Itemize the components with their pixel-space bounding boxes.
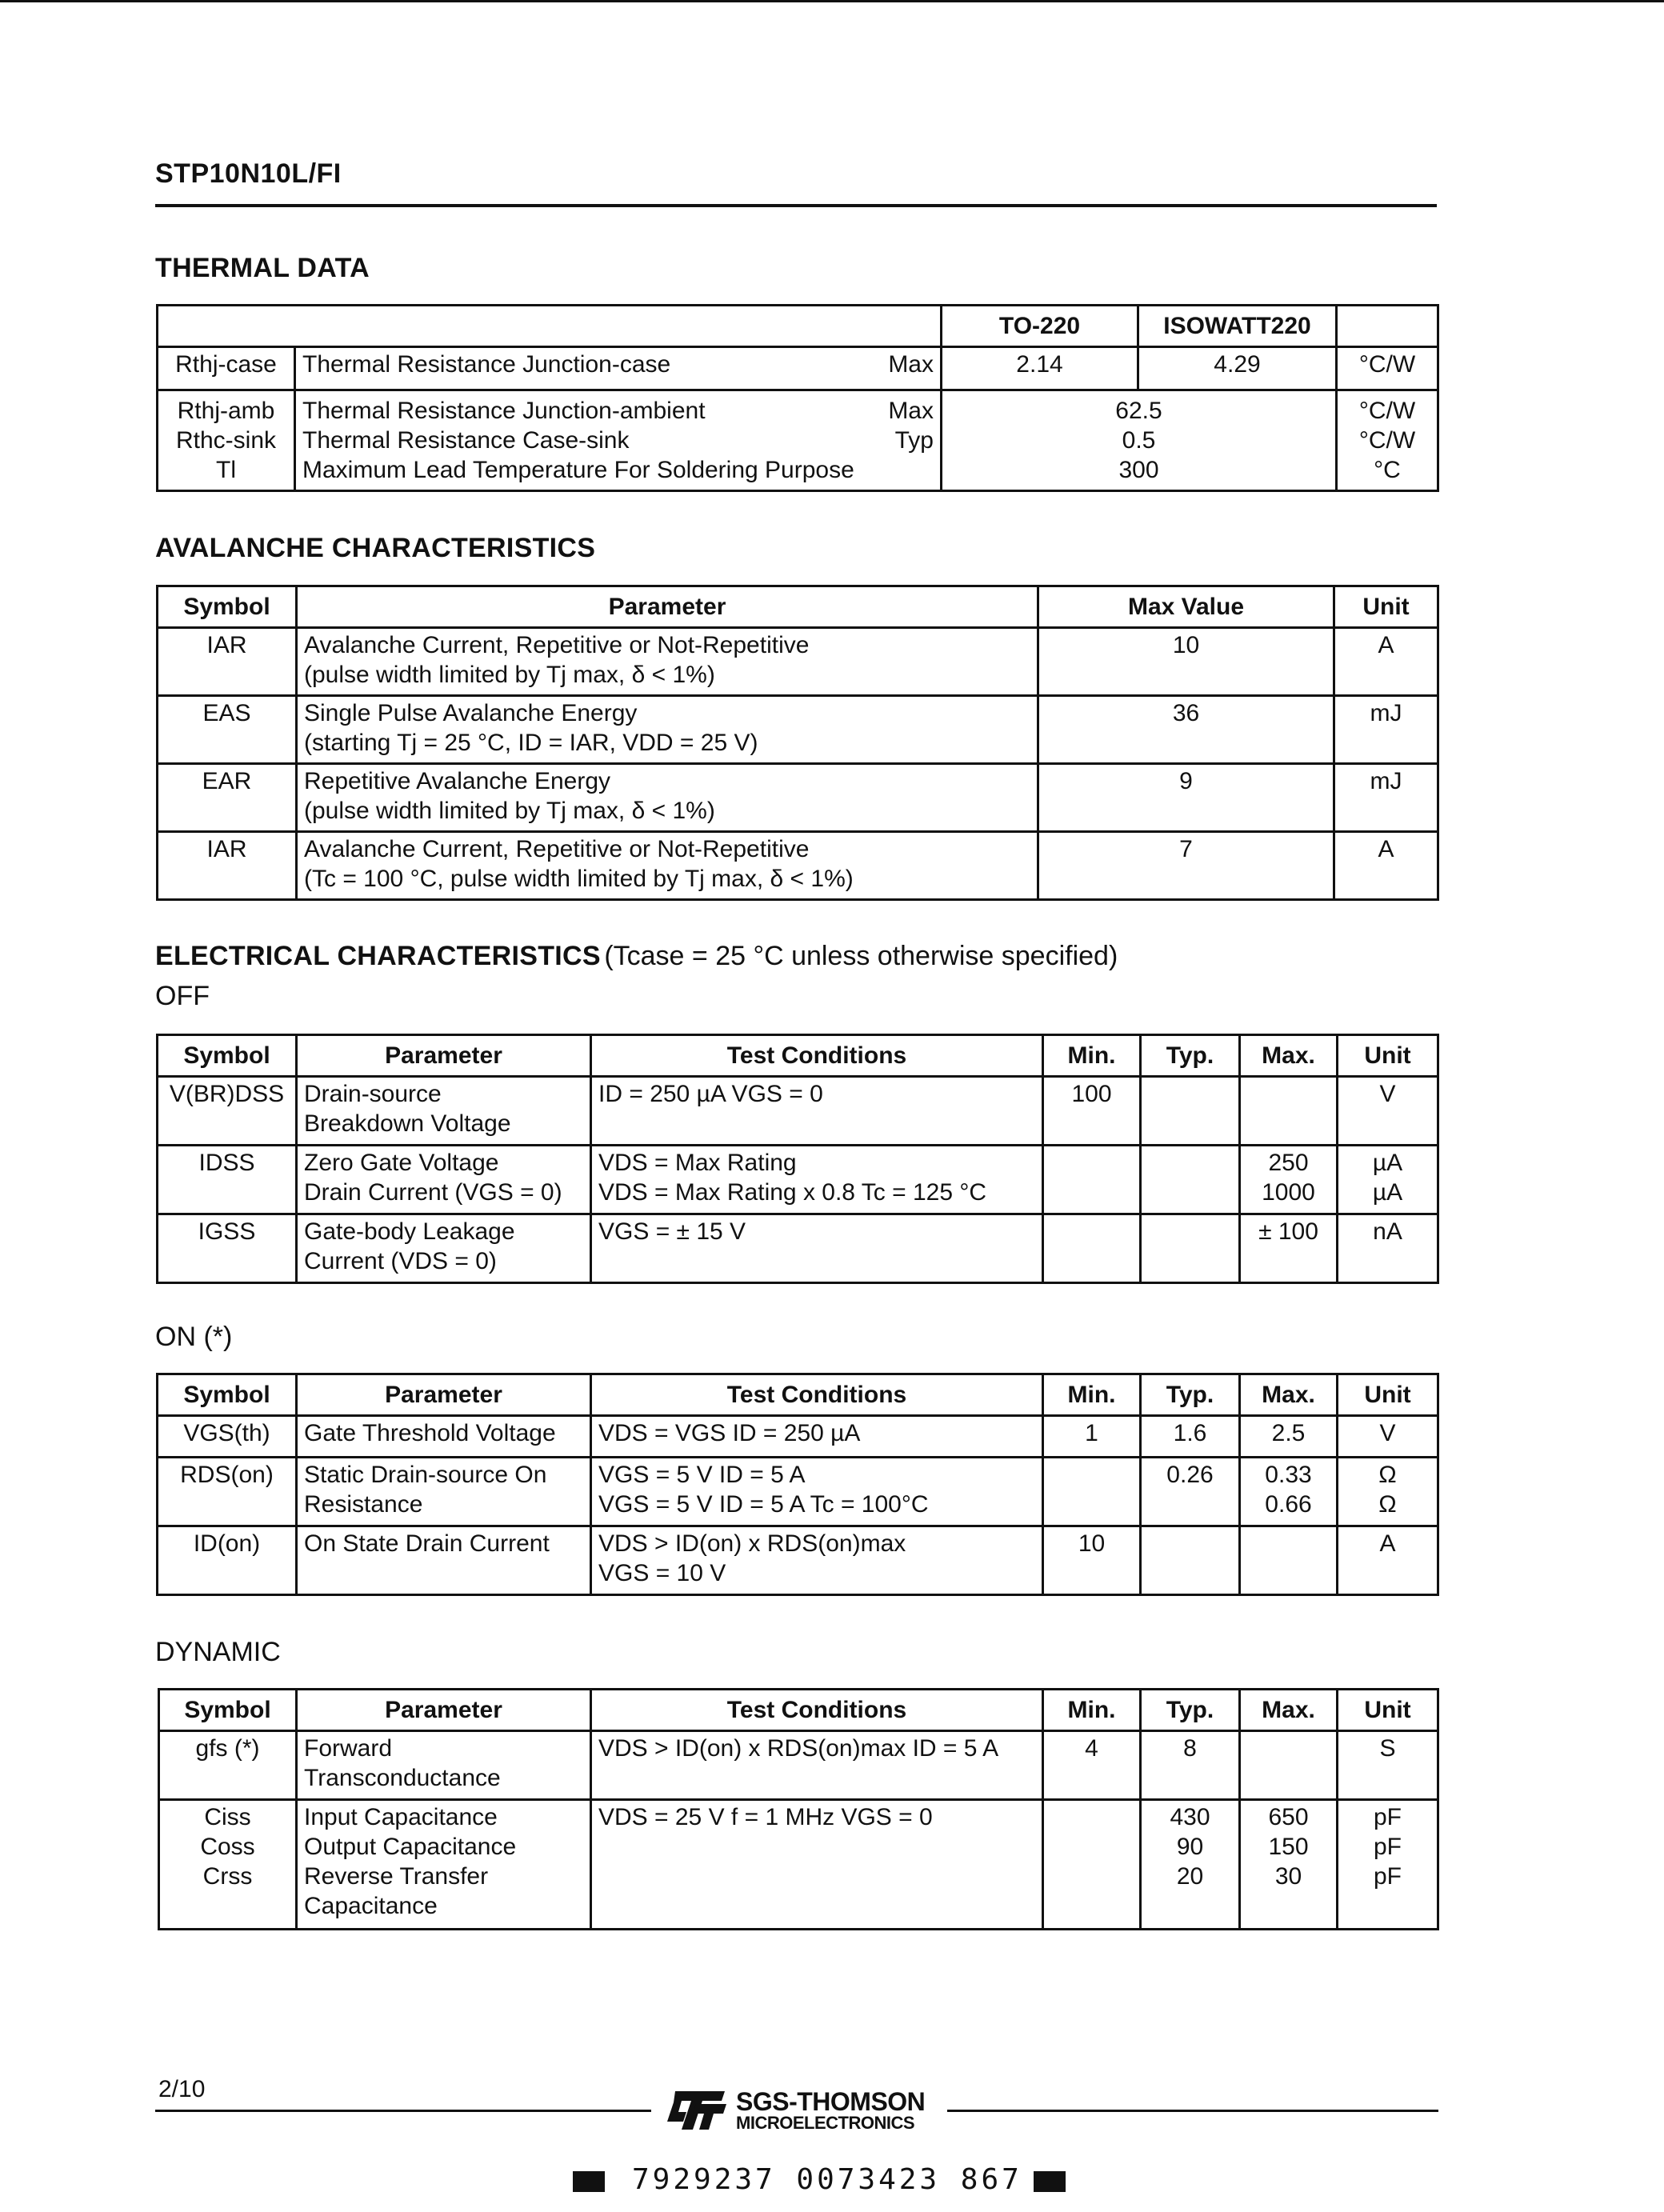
- col-unit: Unit: [1338, 1374, 1438, 1416]
- row-condition: VDS = Max Rating x 0.8 Tc = 125 °C: [598, 1179, 987, 1206]
- row-max: 0.33: [1265, 1462, 1312, 1488]
- col-conditions: Test Conditions: [591, 1690, 1043, 1731]
- col-unit: Unit: [1334, 586, 1438, 628]
- col-conditions: Test Conditions: [591, 1374, 1043, 1416]
- part-number-title: STP10N10L/FI: [155, 158, 342, 189]
- row-param: Gate-body Leakage: [304, 1218, 515, 1245]
- avalanche-value: 9: [1038, 764, 1334, 832]
- row-min: [1043, 1800, 1141, 1930]
- st-logo-icon: [664, 2088, 728, 2133]
- row-unit: pF: [1373, 1834, 1402, 1860]
- on-subtitle: ON (*): [155, 1322, 233, 1352]
- barcode-right-block: [1034, 2171, 1066, 2192]
- thermal-to220-value: 2.14: [942, 347, 1138, 390]
- row-symbol: Crss: [202, 1863, 253, 1890]
- row-symbol: Ciss: [204, 1804, 251, 1830]
- thermal-col-to220: TO-220: [942, 306, 1138, 347]
- row-condition: VDS = VGS ID = 250 µA: [598, 1420, 861, 1446]
- row-symbol: Coss: [200, 1834, 255, 1860]
- avalanche-row: [158, 764, 1438, 832]
- table-row: [158, 1077, 1438, 1146]
- row-param: Transconductance: [304, 1765, 501, 1791]
- row-min: [1043, 1458, 1141, 1526]
- row-param: Breakdown Voltage: [304, 1110, 511, 1137]
- row-max: 250: [1268, 1150, 1309, 1176]
- col-unit: Unit: [1338, 1690, 1438, 1731]
- row-typ: [1141, 1526, 1240, 1595]
- row-unit: Ω: [1378, 1491, 1397, 1518]
- row-param: Capacitance: [304, 1893, 438, 1919]
- col-symbol: Symbol: [158, 1035, 297, 1077]
- row-param: Drain-source: [304, 1081, 442, 1107]
- row-condition: VDS = 25 V f = 1 MHz VGS = 0: [598, 1804, 933, 1830]
- col-max: Max.: [1240, 1035, 1338, 1077]
- table-row: [158, 1214, 1438, 1283]
- thermal-section-title: THERMAL DATA: [155, 253, 370, 283]
- document-barcode-number: 7929237 0073423 867: [632, 2163, 1022, 2196]
- table-row: [158, 1146, 1438, 1214]
- thermal-unit: °C/W: [1337, 347, 1438, 390]
- col-min: Min.: [1043, 1374, 1141, 1416]
- col-min: Min.: [1043, 1035, 1141, 1077]
- avalanche-unit: A: [1334, 832, 1438, 900]
- row-min: [1043, 1146, 1141, 1214]
- row-max: 650: [1268, 1804, 1309, 1830]
- row-condition: VGS = ± 15 V: [598, 1218, 746, 1245]
- row-symbol: IDSS: [158, 1146, 297, 1214]
- avalanche-symbol: IAR: [158, 832, 297, 900]
- brand-subtitle: MICROELECTRONICS: [736, 2113, 914, 2133]
- avalanche-param: Avalanche Current, Repetitive or Not-Repetitive: [304, 632, 810, 658]
- row-max: 0.66: [1265, 1491, 1312, 1518]
- col-parameter: Parameter: [297, 1374, 591, 1416]
- row-typ: [1141, 1214, 1240, 1283]
- electrical-section-title: ELECTRICAL CHARACTERISTICS: [155, 941, 601, 971]
- row-symbol: gfs (*): [159, 1731, 297, 1800]
- row-unit: pF: [1373, 1804, 1402, 1830]
- row-condition: VGS = 10 V: [598, 1560, 726, 1586]
- col-parameter: Parameter: [297, 1690, 591, 1731]
- table-row: [159, 1731, 1438, 1800]
- col-parameter: Parameter: [297, 1035, 591, 1077]
- row-condition: VGS = 5 V ID = 5 A Tc = 100°C: [598, 1491, 929, 1518]
- avalanche-param: Repetitive Avalanche Energy: [304, 768, 611, 794]
- avalanche-symbol: IAR: [158, 628, 297, 696]
- avalanche-unit: A: [1334, 628, 1438, 696]
- avalanche-row: [158, 832, 1438, 900]
- row-param: Forward: [304, 1735, 393, 1762]
- brand-name: SGS-THOMSON: [736, 2087, 926, 2116]
- row-max: [1240, 1077, 1338, 1146]
- row-symbol: V(BR)DSS: [158, 1077, 297, 1146]
- row-typ: 20: [1176, 1863, 1204, 1890]
- avalanche-param-note: (starting Tj = 25 °C, ID = IAR, VDD = 25 V): [304, 730, 758, 756]
- row-max: 1000: [1262, 1179, 1315, 1206]
- row-typ: 1.6: [1141, 1416, 1240, 1458]
- thermal-blank-header: [158, 306, 942, 347]
- thermal-value: 300: [1118, 457, 1159, 483]
- row-param: Current (VDS = 0): [304, 1248, 497, 1274]
- footer-rule-right: [947, 2110, 1438, 2112]
- off-table: [156, 1034, 1439, 1284]
- avalanche-param: Avalanche Current, Repetitive or Not-Repetitive: [304, 836, 810, 862]
- footer-rule-left: [155, 2110, 651, 2112]
- thermal-symbol: Rthc-sink: [175, 427, 277, 454]
- dynamic-subtitle: DYNAMIC: [155, 1637, 281, 1667]
- thermal-qual: Max: [888, 398, 934, 424]
- row-typ: 430: [1170, 1804, 1210, 1830]
- row-condition: VDS > ID(on) x RDS(on)max ID = 5 A: [598, 1735, 999, 1762]
- col-symbol: Symbol: [158, 586, 297, 628]
- row-param: Static Drain-source On: [304, 1462, 547, 1488]
- col-typ: Typ.: [1141, 1690, 1240, 1731]
- thermal-row: [158, 347, 1438, 390]
- col-min: Min.: [1043, 1690, 1141, 1731]
- thermal-blank-unit: [1337, 306, 1438, 347]
- row-typ: [1141, 1077, 1240, 1146]
- thermal-param: Thermal Resistance Junction-ambient: [302, 398, 706, 424]
- row-unit: V: [1338, 1077, 1438, 1146]
- thermal-value: 0.5: [1122, 427, 1156, 454]
- table-row: [159, 1800, 1438, 1930]
- row-max: 2.5: [1240, 1416, 1338, 1458]
- row-condition: VGS = 5 V ID = 5 A: [598, 1462, 806, 1488]
- row-unit: µA: [1372, 1150, 1403, 1176]
- col-typ: Typ.: [1141, 1374, 1240, 1416]
- avalanche-row: [158, 628, 1438, 696]
- col-symbol: Symbol: [159, 1690, 297, 1731]
- row-typ: 90: [1176, 1834, 1204, 1860]
- row-min: 4: [1043, 1731, 1141, 1800]
- row-unit: nA: [1338, 1214, 1438, 1283]
- thermal-param: Maximum Lead Temperature For Soldering Purpose: [302, 457, 854, 483]
- avalanche-param-note: (pulse width limited by Tj max, δ < 1%): [304, 662, 715, 688]
- col-max: Max.: [1240, 1374, 1338, 1416]
- thermal-symbol: Tl: [216, 457, 236, 483]
- row-symbol: VGS(th): [158, 1416, 297, 1458]
- avalanche-param-note: (pulse width limited by Tj max, δ < 1%): [304, 798, 715, 824]
- row-condition: VDS > ID(on) x RDS(on)max: [598, 1530, 906, 1557]
- avalanche-row: [158, 696, 1438, 764]
- barcode-left-block: [573, 2171, 605, 2192]
- thermal-qual: Typ: [894, 427, 934, 454]
- col-typ: Typ.: [1141, 1035, 1240, 1077]
- electrical-heading: [155, 941, 1118, 972]
- col-parameter: Parameter: [297, 586, 1038, 628]
- row-unit: Ω: [1378, 1462, 1397, 1488]
- page-number: 2/10: [158, 2076, 206, 2102]
- thermal-qual: Max: [888, 351, 934, 378]
- row-param: On State Drain Current: [304, 1530, 550, 1557]
- avalanche-value: 7: [1038, 832, 1334, 900]
- table-row: [158, 1526, 1438, 1595]
- row-symbol: ID(on): [158, 1526, 297, 1595]
- avalanche-table: [156, 585, 1439, 901]
- avalanche-value: 36: [1038, 696, 1334, 764]
- row-max: ± 100: [1240, 1214, 1338, 1283]
- row-param: Input Capacitance: [304, 1804, 498, 1830]
- row-max: [1240, 1526, 1338, 1595]
- thermal-table: [156, 304, 1439, 492]
- row-min: [1043, 1214, 1141, 1283]
- row-max: [1240, 1731, 1338, 1800]
- thermal-value: 62.5: [1115, 398, 1162, 424]
- avalanche-symbol: EAS: [158, 696, 297, 764]
- on-table: [156, 1373, 1439, 1596]
- avalanche-value: 10: [1038, 628, 1334, 696]
- row-param: Gate Threshold Voltage: [304, 1420, 556, 1446]
- row-min: 100: [1043, 1077, 1141, 1146]
- row-unit: S: [1338, 1731, 1438, 1800]
- avalanche-symbol: EAR: [158, 764, 297, 832]
- row-condition: ID = 250 µA VGS = 0: [598, 1081, 823, 1107]
- col-unit: Unit: [1338, 1035, 1438, 1077]
- brand-block: [736, 2087, 926, 2133]
- thermal-col-isowatt: ISOWATT220: [1138, 306, 1337, 347]
- off-subtitle: OFF: [155, 981, 210, 1011]
- row-param: Output Capacitance: [304, 1834, 517, 1860]
- col-symbol: Symbol: [158, 1374, 297, 1416]
- thermal-symbol: Rthj-case: [158, 347, 295, 390]
- col-max: Max.: [1240, 1690, 1338, 1731]
- row-min: 1: [1043, 1416, 1141, 1458]
- thermal-symbol: Rthj-amb: [177, 398, 275, 424]
- row-unit: A: [1338, 1526, 1438, 1595]
- top-border: [0, 0, 1664, 2]
- thermal-unit: °C/W: [1358, 427, 1416, 454]
- avalanche-unit: mJ: [1334, 696, 1438, 764]
- table-row: [158, 1416, 1438, 1458]
- thermal-param: Thermal Resistance Case-sink: [302, 427, 630, 454]
- thermal-isowatt-value: 4.29: [1138, 347, 1337, 390]
- table-row: [158, 1458, 1438, 1526]
- row-unit: V: [1338, 1416, 1438, 1458]
- row-max: 150: [1268, 1834, 1309, 1860]
- row-min: 10: [1043, 1526, 1141, 1595]
- col-max-value: Max Value: [1038, 586, 1334, 628]
- thermal-row-group: [158, 390, 1438, 491]
- col-conditions: Test Conditions: [591, 1035, 1043, 1077]
- row-typ: [1141, 1146, 1240, 1214]
- row-symbol: IGSS: [158, 1214, 297, 1283]
- avalanche-section-title: AVALANCHE CHARACTERISTICS: [155, 533, 596, 563]
- row-param: Resistance: [304, 1491, 423, 1518]
- row-param: Zero Gate Voltage: [304, 1150, 499, 1176]
- thermal-param: Thermal Resistance Junction-case: [302, 351, 671, 378]
- row-param: Reverse Transfer: [304, 1863, 489, 1890]
- avalanche-param-note: (Tc = 100 °C, pulse width limited by Tj max, δ < 1%): [304, 866, 854, 892]
- row-symbol: RDS(on): [158, 1458, 297, 1526]
- avalanche-param: Single Pulse Avalanche Energy: [304, 700, 638, 726]
- header-rule: [155, 204, 1437, 207]
- avalanche-unit: mJ: [1334, 764, 1438, 832]
- electrical-note: (Tcase = 25 °C unless otherwise specified): [604, 941, 1118, 971]
- dynamic-table: [158, 1688, 1439, 1930]
- row-typ: 8: [1141, 1731, 1240, 1800]
- row-condition: VDS = Max Rating: [598, 1150, 797, 1176]
- row-param: Drain Current (VGS = 0): [304, 1179, 562, 1206]
- row-max: 30: [1274, 1863, 1302, 1890]
- thermal-unit: °C: [1374, 457, 1401, 483]
- row-unit: µA: [1372, 1179, 1403, 1206]
- row-unit: pF: [1373, 1863, 1402, 1890]
- thermal-unit: °C/W: [1358, 398, 1416, 424]
- row-typ: 0.26: [1141, 1458, 1240, 1526]
